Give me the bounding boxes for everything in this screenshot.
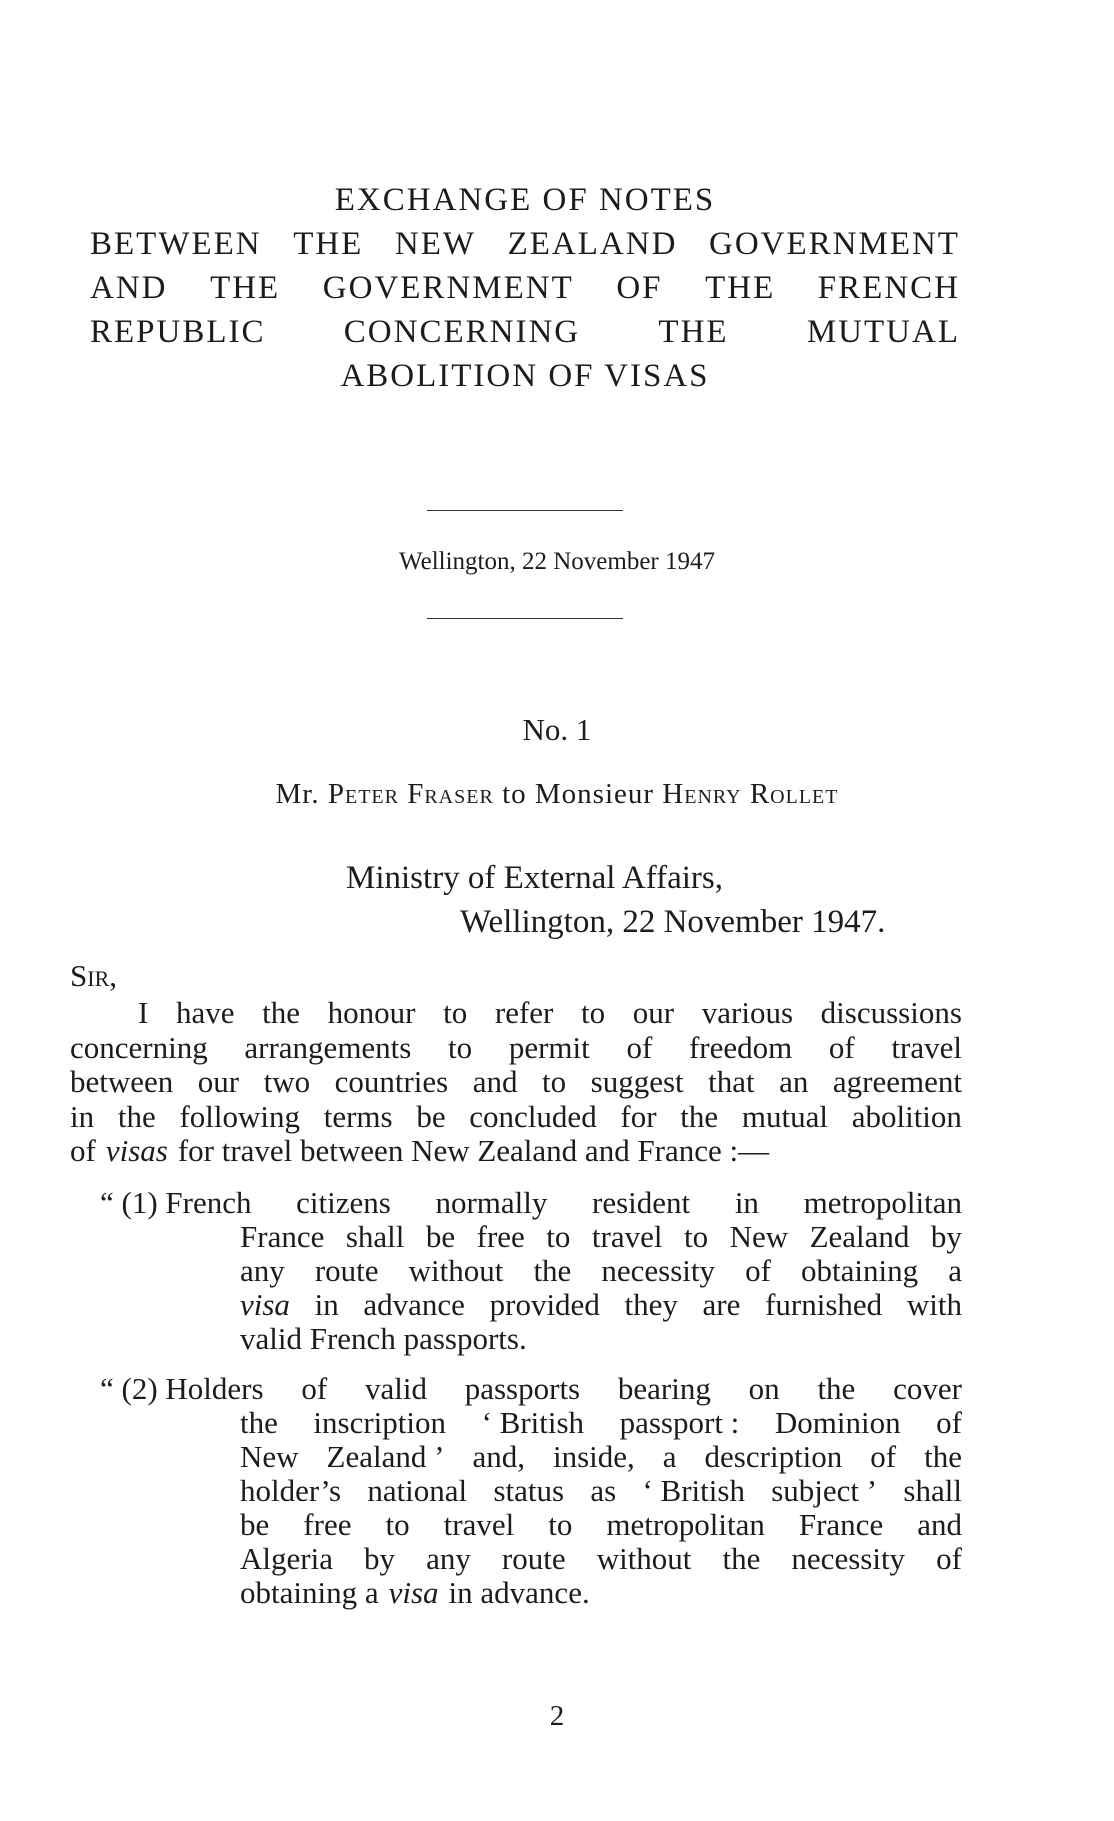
text: valid French passports.	[240, 1321, 527, 1356]
word: honour	[327, 995, 416, 1030]
word: travel	[591, 1219, 663, 1254]
dateline: Wellington, 22 November 1947	[399, 548, 715, 575]
word: travel	[891, 1029, 962, 1065]
word: have	[175, 995, 235, 1030]
to-word: to	[502, 778, 527, 810]
text: for travel between New Zealand and France :—	[177, 1133, 770, 1168]
word: passport :	[619, 1405, 740, 1440]
word: between	[70, 1064, 174, 1099]
word: national	[367, 1473, 468, 1508]
clause-line	[100, 1474, 962, 1508]
word: France	[240, 1219, 325, 1254]
title-word: NEW	[394, 226, 477, 262]
word: on	[748, 1371, 780, 1406]
word: metropolitan	[803, 1185, 962, 1220]
word: with	[906, 1287, 962, 1322]
word: concluded	[469, 1098, 597, 1134]
body-line	[70, 1134, 962, 1169]
title-word: THE	[658, 314, 729, 350]
word: the	[240, 1405, 278, 1440]
word: description	[704, 1439, 843, 1474]
word: be	[416, 1098, 446, 1134]
word: the	[722, 1541, 761, 1576]
title-word: CONCERNING	[343, 314, 581, 350]
body-line	[70, 1031, 962, 1066]
word: an	[779, 1064, 809, 1099]
body-line	[70, 1100, 962, 1135]
word: the	[533, 1253, 572, 1288]
title-line-1: EXCHANGE OF NOTES	[334, 182, 716, 218]
word: furnished	[765, 1287, 883, 1322]
word: cover	[893, 1371, 962, 1406]
word: and	[472, 1064, 518, 1099]
word: our	[197, 1064, 240, 1099]
word: to	[542, 1064, 567, 1099]
clause-line	[100, 1576, 962, 1610]
word: various	[701, 995, 794, 1030]
word: New	[240, 1439, 299, 1474]
title-word: OF	[616, 270, 663, 306]
title-word: AND	[90, 270, 168, 306]
word: without	[408, 1253, 504, 1288]
word: a	[662, 1439, 677, 1474]
title-word: GOVERNMENT	[322, 270, 574, 306]
word: any	[240, 1253, 285, 1288]
word: to	[683, 1219, 709, 1254]
word: provided	[489, 1287, 600, 1322]
word: in	[734, 1185, 759, 1220]
word: free	[476, 1219, 525, 1254]
word: of	[301, 1371, 328, 1406]
word: normally	[435, 1185, 548, 1220]
top-rule	[427, 510, 623, 511]
word: discussions	[820, 995, 962, 1030]
word: “ (1) French	[100, 1185, 252, 1220]
word: they	[624, 1287, 678, 1322]
word: concerning	[70, 1029, 208, 1065]
word: and	[917, 1507, 962, 1542]
title-word: THE	[210, 270, 281, 306]
word: to	[448, 1029, 473, 1065]
title-word: THE	[293, 226, 364, 262]
clause-line	[100, 1220, 962, 1254]
text: in advance.	[448, 1575, 590, 1610]
recipient-name: Henry Rollet	[662, 778, 839, 810]
word: shall	[345, 1219, 405, 1254]
word: by	[364, 1541, 396, 1576]
word: Algeria	[240, 1541, 333, 1576]
clause-line	[100, 1372, 962, 1406]
title-word: FRENCH	[817, 270, 960, 306]
word: status	[493, 1473, 565, 1508]
word: necessity	[601, 1253, 716, 1288]
word: and,	[472, 1439, 525, 1474]
word: arrangements	[244, 1029, 412, 1065]
word: any	[426, 1541, 471, 1576]
title-word: MUTUAL	[806, 314, 960, 350]
word: inscription	[313, 1405, 447, 1440]
word: of	[936, 1405, 962, 1440]
word: ‘ British	[642, 1473, 745, 1508]
word: refer	[494, 995, 554, 1030]
italic-word: visa	[240, 1287, 290, 1322]
addressee-line	[0, 778, 1114, 811]
bottom-rule	[427, 618, 623, 619]
title-word: BETWEEN	[90, 226, 262, 262]
word: permit	[508, 1029, 590, 1065]
word: valid	[364, 1371, 427, 1406]
word: are	[702, 1287, 741, 1322]
word: inside,	[552, 1439, 635, 1474]
word: the	[817, 1371, 856, 1406]
word: holder’s	[240, 1473, 342, 1508]
clause-line	[100, 1288, 962, 1322]
word: resident	[592, 1185, 691, 1220]
word: the	[680, 1098, 719, 1134]
word: our	[632, 995, 675, 1030]
word: suggest	[590, 1064, 684, 1099]
word: that	[708, 1064, 755, 1099]
body-paragraph	[70, 996, 962, 1169]
word: of	[626, 1029, 653, 1065]
word: mutual	[741, 1098, 828, 1134]
word: route	[314, 1253, 379, 1288]
word: the	[117, 1098, 156, 1134]
title-line-5: ABOLITION OF VISAS	[340, 358, 710, 394]
word: a	[948, 1253, 962, 1288]
title-line-2	[90, 222, 960, 266]
word: to	[548, 1507, 573, 1542]
clause-line	[100, 1254, 962, 1288]
clause-line	[100, 1322, 962, 1356]
word: of	[745, 1253, 771, 1288]
word: be	[240, 1507, 270, 1542]
word: the	[262, 995, 301, 1030]
recipient-prefix: Monsieur	[534, 778, 655, 810]
word: shall	[903, 1473, 962, 1508]
clause-line	[100, 1186, 962, 1220]
note-number: No. 1	[522, 712, 592, 747]
word: to	[443, 995, 468, 1030]
word: passports	[464, 1371, 581, 1406]
word: route	[501, 1541, 566, 1576]
word: subject ’	[771, 1473, 878, 1508]
word: to	[581, 995, 606, 1030]
salutation: Sir,	[70, 958, 117, 993]
word: free	[303, 1507, 352, 1542]
word: by	[930, 1219, 962, 1254]
word: Zealand ’	[326, 1439, 445, 1474]
title-line-3	[90, 266, 960, 310]
sender-prefix: Mr.	[275, 778, 320, 810]
word: of	[936, 1541, 962, 1576]
word: Dominion	[774, 1405, 901, 1440]
word: citizens	[296, 1185, 391, 1220]
word: freedom	[688, 1029, 793, 1065]
body-line	[70, 1065, 962, 1100]
word: in	[70, 1098, 95, 1134]
clause-line	[100, 1542, 962, 1576]
page-number: 2	[549, 1700, 565, 1732]
word: bearing	[617, 1371, 711, 1406]
word: agreement	[832, 1064, 962, 1099]
clause-line	[100, 1440, 962, 1474]
clause-2	[100, 1372, 962, 1610]
word: “ (2) Holders	[100, 1371, 264, 1406]
word: for	[620, 1098, 657, 1134]
word: the	[924, 1439, 962, 1474]
word: obtaining	[801, 1253, 919, 1288]
title-line-4	[90, 310, 960, 354]
word: abolition	[851, 1098, 962, 1134]
clause-line	[100, 1406, 962, 1440]
place-date: Wellington, 22 November 1947.	[460, 904, 886, 940]
word: ‘ British	[481, 1405, 585, 1440]
word: of	[828, 1029, 855, 1065]
ministry-heading: Ministry of External Affairs,	[346, 860, 723, 896]
word: without	[596, 1541, 692, 1576]
word: Zealand	[809, 1219, 910, 1254]
word: as	[590, 1473, 617, 1508]
sender-name: Peter Fraser	[327, 778, 494, 810]
word: countries	[334, 1064, 449, 1099]
text: obtaining a	[240, 1575, 379, 1610]
title-word: ZEALAND	[507, 226, 678, 262]
word: terms	[323, 1098, 393, 1134]
word: in	[314, 1287, 339, 1322]
word: travel	[443, 1507, 515, 1542]
word: two	[263, 1064, 311, 1099]
word: be	[425, 1219, 456, 1254]
title-word: THE	[705, 270, 776, 306]
word: to	[546, 1219, 571, 1254]
word: advance	[363, 1287, 465, 1322]
word: necessity	[791, 1541, 906, 1576]
word: New	[729, 1219, 789, 1254]
word: I	[138, 995, 149, 1030]
italic-word: visas	[105, 1133, 168, 1168]
body-line	[70, 996, 962, 1031]
italic-word: visa	[388, 1575, 439, 1610]
word: to	[385, 1507, 410, 1542]
document-title	[90, 178, 960, 398]
word: following	[179, 1098, 300, 1134]
clause-line	[100, 1508, 962, 1542]
title-word: GOVERNMENT	[708, 226, 960, 262]
clause-1	[100, 1186, 962, 1356]
word: metropolitan	[606, 1507, 765, 1542]
word: of	[870, 1439, 897, 1474]
title-word: REPUBLIC	[90, 314, 266, 350]
word: France	[798, 1507, 884, 1542]
word: of	[70, 1133, 96, 1168]
